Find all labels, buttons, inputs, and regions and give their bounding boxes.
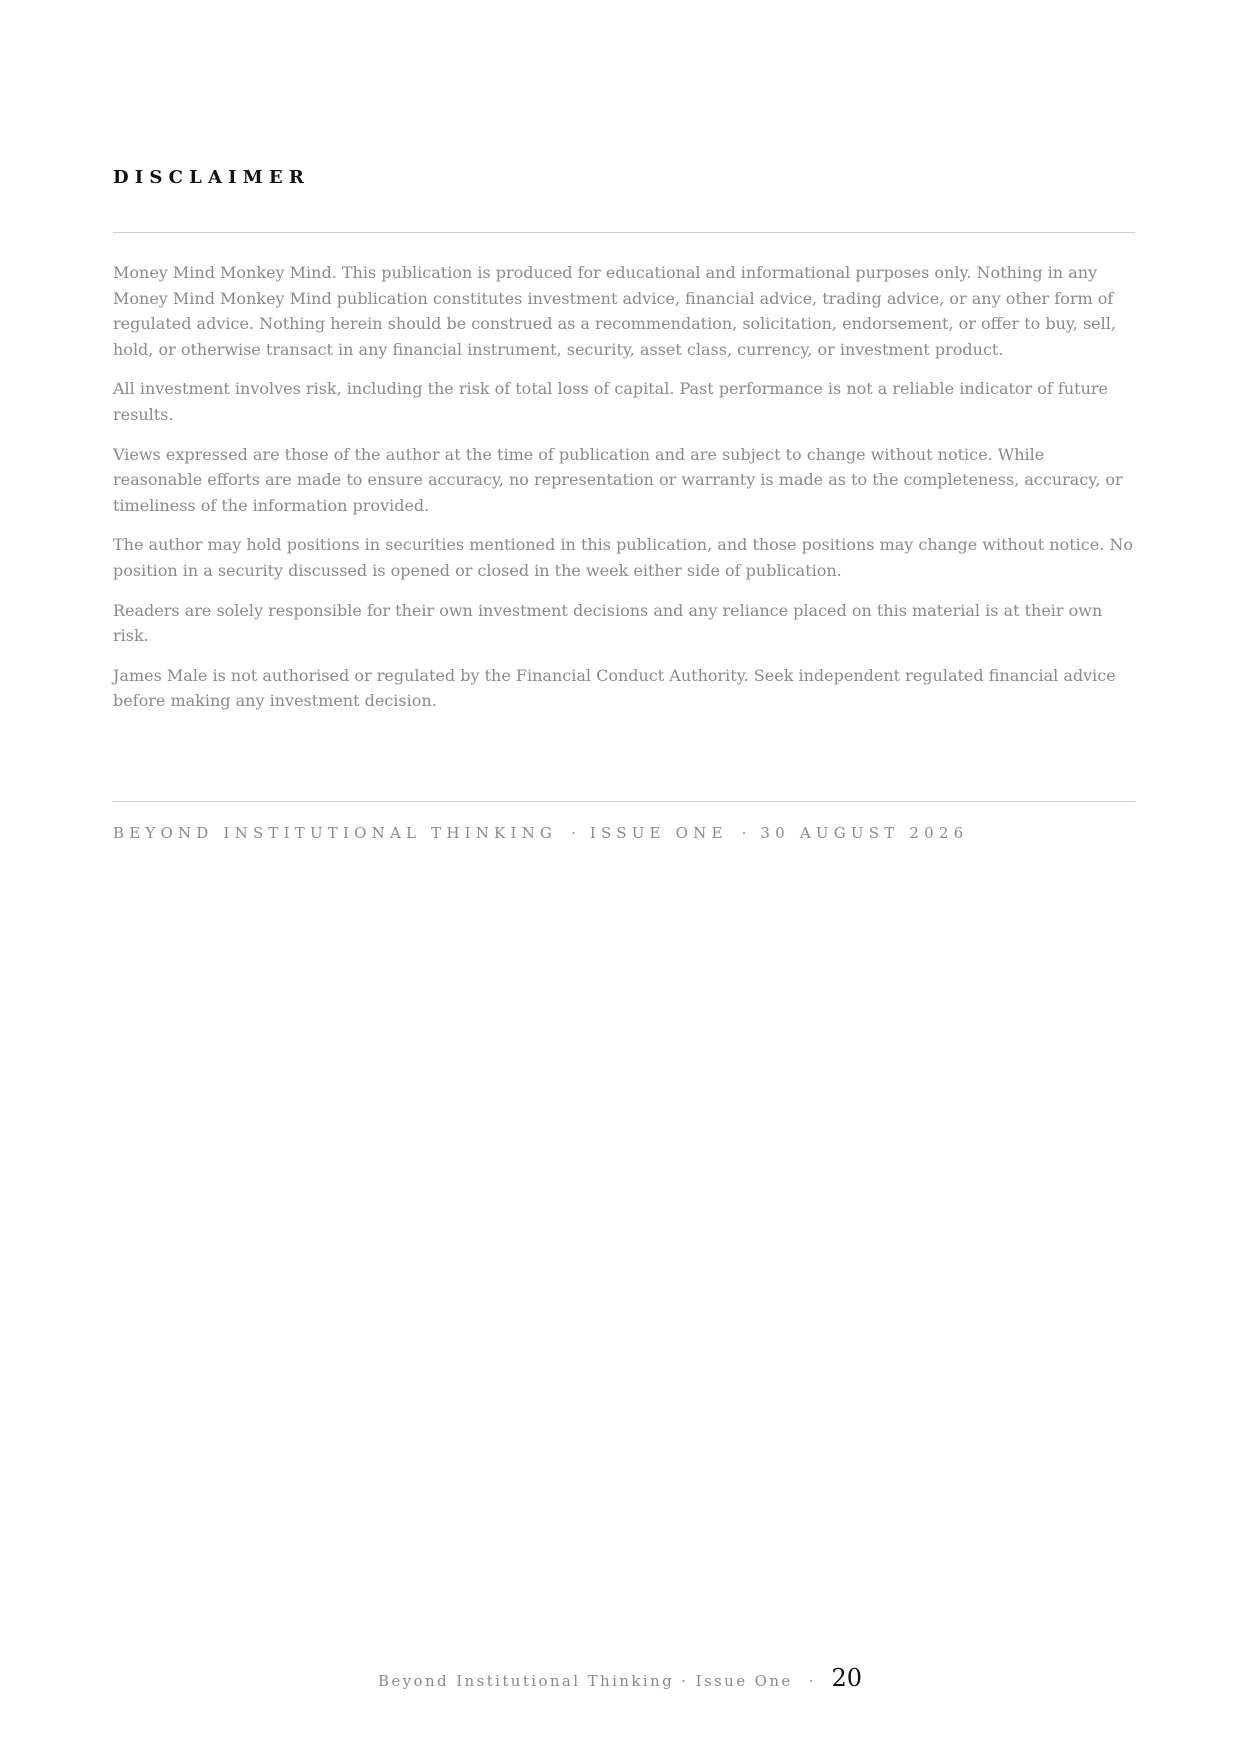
bottom-divider bbox=[113, 801, 1135, 802]
footer-separator: · bbox=[808, 1672, 814, 1690]
colophon-date: 30 AUGUST 2026 bbox=[760, 824, 969, 842]
disclaimer-body bbox=[113, 260, 1135, 728]
colophon-series: BEYOND INSTITUTIONAL THINKING bbox=[113, 824, 558, 842]
colophon-separator: · bbox=[741, 824, 747, 842]
disclaimer-paragraph: James Male is not authorised or regulated by the Financial Conduct Authority. Seek independent regulated financial advice before making any investment decision. bbox=[113, 665, 1116, 711]
disclaimer-paragraph: Readers are solely responsible for their own investment decisions and any reliance placed on this material is at their own risk. bbox=[113, 600, 1103, 646]
colophon bbox=[113, 824, 968, 842]
page-number: 20 bbox=[831, 1664, 863, 1692]
section-heading: DISCLAIMER bbox=[113, 167, 310, 188]
colophon-separator: · bbox=[571, 824, 576, 842]
disclaimer-paragraph: The author may hold positions in securities mentioned in this publication, and those positions may change without notice. No position in a security discussed is opened or closed in the week either side of publication. bbox=[113, 535, 1134, 580]
disclaimer-paragraph: All investment involves risk, including the risk of total loss of capital. Past performance is not a reliable indicator of future results. bbox=[113, 379, 1108, 424]
colophon-issue: ISSUE ONE bbox=[589, 824, 728, 842]
page-footer bbox=[0, 1664, 1240, 1692]
disclaimer-paragraph: Views expressed are those of the author at the time of publication and are subject to change without notice. While reasonable efforts are made to ensure accuracy, no representation or warranty is made as to the completeness, accuracy, or timeliness of the information provided. bbox=[113, 444, 1123, 515]
disclaimer-paragraph: Money Mind Monkey Mind. This publication is produced for educational and informational purposes only. Nothing in any Money Mind Monkey Mind publication constitutes investment advice, financial advice, trading advice, or any other form of regulated advice. Nothing herein should be construed as a recommendation, solicitation, endorsement, or offer to buy, sell, hold, or otherwise transact in any financial instrument, security, asset class, currency, or investment product. bbox=[113, 263, 1116, 359]
running-title: Beyond Institutional Thinking · Issue One bbox=[377, 1672, 793, 1690]
top-divider bbox=[113, 232, 1135, 233]
